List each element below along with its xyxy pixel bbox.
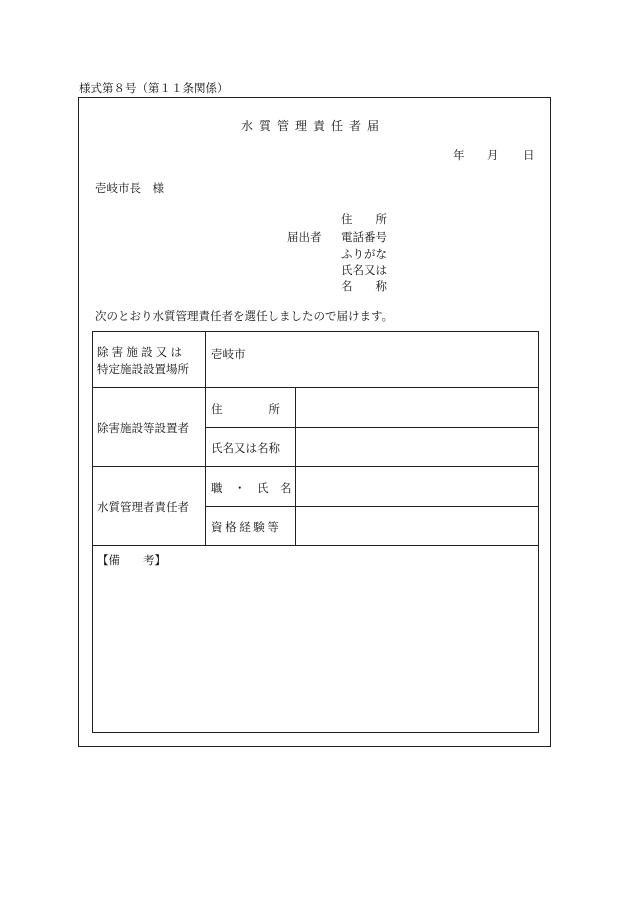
facility-label-line1: 除害施設又は xyxy=(97,345,186,359)
installer-address-field[interactable] xyxy=(297,389,537,426)
manager-qualification-label: 資格経験等 xyxy=(211,520,282,534)
manager-label: 水質管理者責任者 xyxy=(97,500,189,514)
form-number: 様式第８号（第１１条関係） xyxy=(79,81,229,95)
manager-qualification-field[interactable] xyxy=(297,508,537,544)
date-month: 月 xyxy=(487,148,499,162)
date-day: 日 xyxy=(523,148,535,162)
statement: 次のとおり水質管理責任者を選任しましたので届けます。 xyxy=(95,309,394,323)
remarks-field[interactable] xyxy=(94,570,537,730)
applicant-furigana-label: ふりがな xyxy=(341,247,387,261)
table-rule xyxy=(295,387,296,545)
installer-name-label: 氏名又は名称 xyxy=(211,441,280,455)
table-rule xyxy=(205,331,206,545)
applicant-address-label: 住 所 xyxy=(341,212,387,226)
applicant-name-label-2: 名 称 xyxy=(341,279,387,293)
installer-address-label: 住 所 xyxy=(211,402,280,416)
form-title: 水質管理責任者届 xyxy=(241,119,386,133)
facility-label-line2: 特定施設設置場所 xyxy=(97,362,189,376)
manager-name-label: 職 ・ 氏 名 xyxy=(211,481,292,495)
table-rule xyxy=(92,387,539,388)
remarks-label: 【備 考】 xyxy=(97,553,166,567)
applicant-phone-label: 電話番号 xyxy=(341,230,387,244)
table-rule xyxy=(205,506,539,507)
installer-label: 除害施設等設置者 xyxy=(97,421,189,435)
installer-name-field[interactable] xyxy=(297,429,537,465)
addressee: 壱岐市長 様 xyxy=(95,181,164,195)
table-rule xyxy=(205,427,539,428)
manager-name-field[interactable] xyxy=(297,468,537,505)
table-rule xyxy=(92,545,539,546)
facility-value: 壱岐市 xyxy=(211,347,246,361)
applicant-name-label-1: 氏名又は xyxy=(341,263,387,277)
applicant-label: 届出者 xyxy=(287,230,322,244)
date-year: 年 xyxy=(453,148,465,162)
table-rule xyxy=(92,466,539,467)
